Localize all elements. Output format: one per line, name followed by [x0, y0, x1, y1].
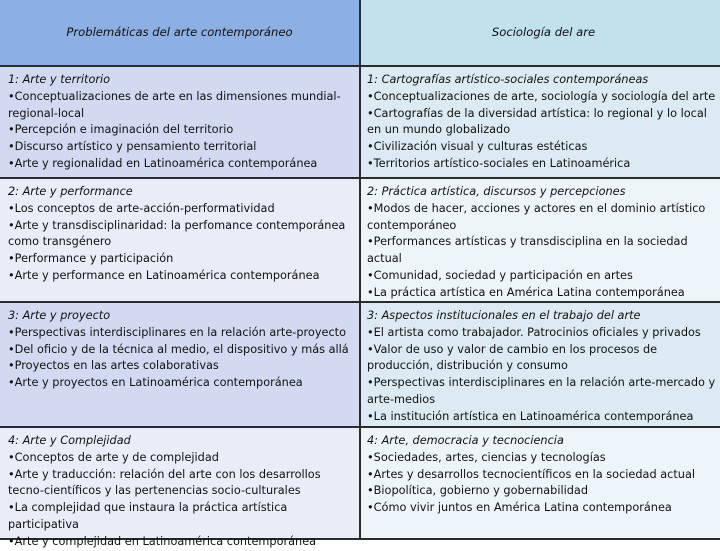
- cell-title: 4: Arte y Complejidad: [8, 434, 131, 447]
- list-item: •Modos de hacer, acciones y actores en el dominio artístico contemporáneo: [367, 201, 706, 232]
- cell-title: 2: Arte y performance: [8, 185, 133, 198]
- cell-title: 1: Arte y territorio: [8, 73, 111, 86]
- list-item: •Civilización visual y culturas estéticas: [367, 140, 588, 154]
- list-item: •Conceptos de arte y de complejidad: [8, 450, 219, 464]
- list-item: •Arte y performance en Latinoamérica contemporánea: [8, 268, 320, 282]
- table-cell-left: [0, 428, 361, 548]
- table-cell-right: [361, 428, 720, 540]
- list-item: •Conceptualizaciones de arte en las dimensiones mundial-regional-local: [8, 89, 341, 120]
- list-item: •Performance y participación: [8, 252, 174, 266]
- list-item: •Comunidad, sociedad y participación en artes: [367, 268, 633, 282]
- cell-title: 4: Arte, democracia y tecnociencia: [367, 434, 564, 447]
- list-item: •Artes y desarrollos tecnocientíficos en la sociedad actual: [367, 467, 696, 481]
- table-cell-right: [361, 303, 720, 428]
- list-item: •La institución artística en Latinoamérica contemporánea: [367, 409, 694, 423]
- list-item: •Discurso artístico y pensamiento territorial: [8, 140, 257, 154]
- list-item: •El artista como trabajador. Patrocinios oficiales y privados: [367, 325, 701, 339]
- list-item: •Sociedades, artes, ciencias y tecnologías: [367, 450, 606, 464]
- header-sociologia: Sociología del are: [361, 0, 720, 67]
- list-item: •Del oficio y de la técnica al medio, el dispositivo y más allá: [8, 342, 349, 356]
- list-item: •Arte y regionalidad en Latinoamérica contemporánea: [8, 156, 318, 170]
- list-item: •Proyectos en las artes colaborativas: [8, 359, 219, 373]
- table-cell-right: [361, 179, 720, 303]
- list-item: •La práctica artística en América Latina contemporánea: [367, 285, 685, 299]
- cell-title: 3: Aspectos institucionales en el trabajo del arte: [367, 309, 641, 322]
- cell-title: 2: Práctica artística, discursos y percepciones: [367, 185, 626, 198]
- header-problematicas: Problemáticas del arte contemporáneo: [0, 0, 361, 67]
- list-item: •Cartografías de la diversidad artística: lo regional y lo local en un mundo globalizado: [367, 106, 707, 137]
- list-item: •Conceptualizaciones de arte, sociología y sociología del arte: [367, 89, 716, 103]
- table-cell-right: [361, 67, 720, 179]
- list-item: •Arte y complejidad en Latinoamérica contemporánea: [8, 534, 317, 548]
- table-cell-left: [0, 67, 361, 179]
- list-item: •Arte y proyectos en Latinoamérica contemporánea: [8, 376, 303, 390]
- table-cell-left: [0, 303, 361, 428]
- list-item: •Performances artísticas y transdisciplina en la sociedad actual: [367, 235, 688, 266]
- list-item: •Valor de uso y valor de cambio en los procesos de producción, distribución y consumo: [367, 342, 658, 373]
- table-cell-left: [0, 179, 361, 303]
- list-item: •Perspectivas interdisciplinares en la relación arte-proyecto: [8, 325, 347, 339]
- list-item: •La complejidad que instaura la práctica artística participativa: [8, 501, 288, 531]
- cell-title: 1: Cartografías artístico-sociales contemporáneas: [367, 73, 649, 86]
- list-item: •Cómo vivir juntos en América Latina contemporánea: [367, 501, 672, 515]
- list-item: •Biopolítica, gobierno y gobernabilidad: [367, 484, 589, 498]
- list-item: •Arte y transdisciplinaridad: la perfomance contemporánea como transgénero: [8, 218, 346, 249]
- list-item: •Arte y traducción: relación del arte con los desarrollos tecno-científicos y las pertenencias socio-culturales: [8, 467, 321, 498]
- list-item: •Percepción e imaginación del territorio: [8, 123, 234, 137]
- list-item: •Territorios artístico-sociales en Latinoamérica: [367, 156, 631, 170]
- list-item: •Perspectivas interdisciplinares en la relación arte-mercado y arte-medios: [367, 376, 716, 406]
- cell-title: 3: Arte y proyecto: [8, 309, 111, 322]
- list-item: •Los conceptos de arte-acción-performatividad: [8, 201, 275, 215]
